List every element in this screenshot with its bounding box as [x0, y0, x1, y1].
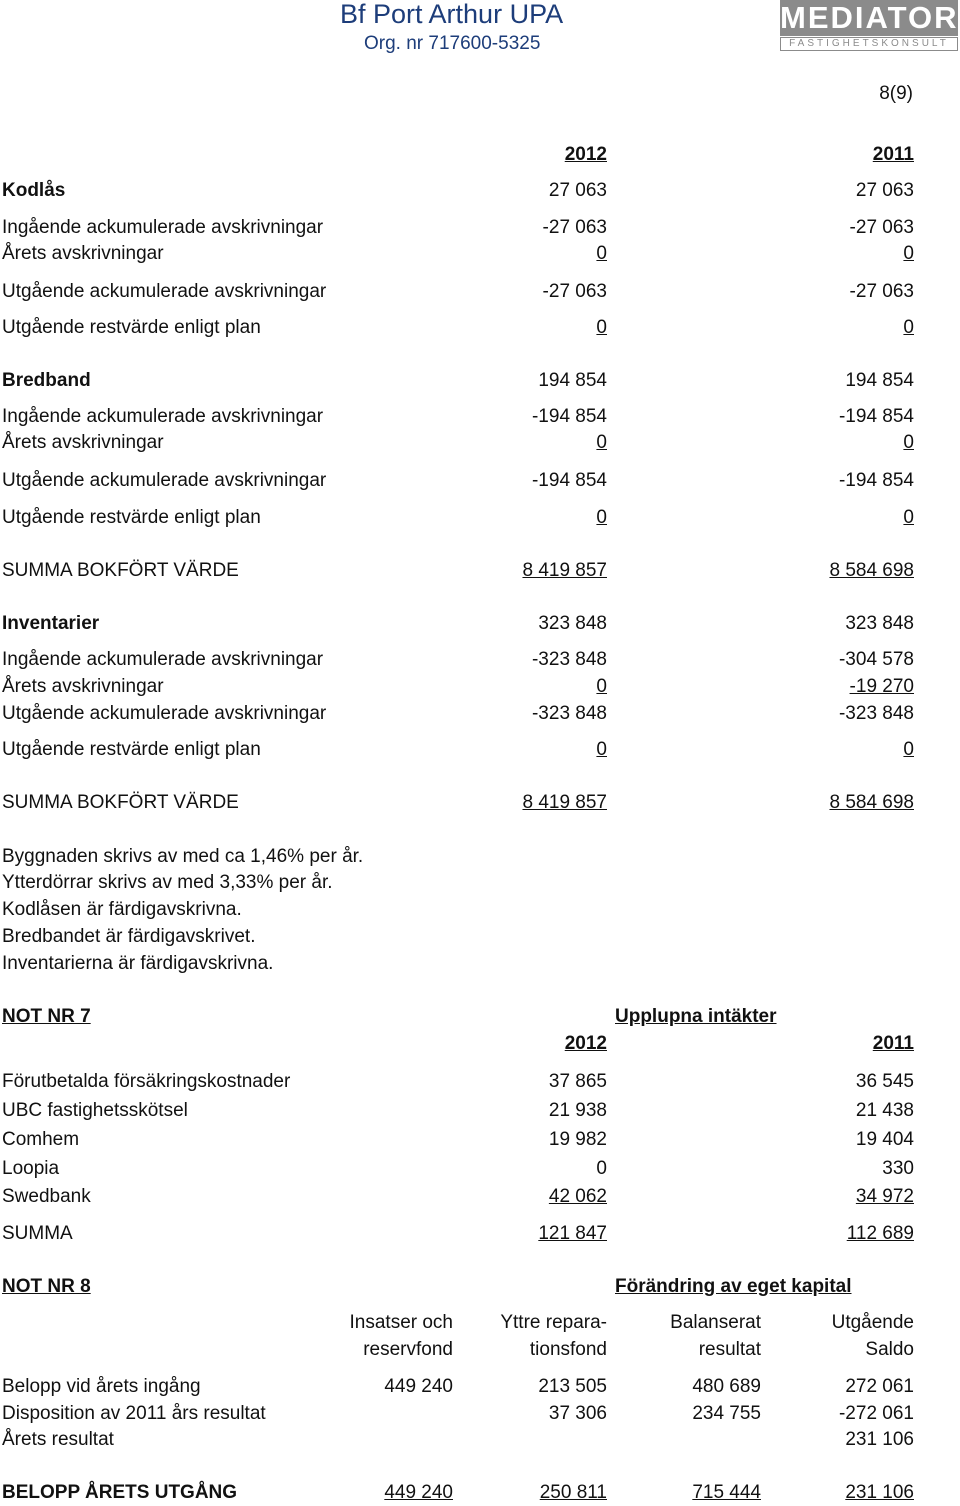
- note-line: Kodlåsen är färdigavskrivna.: [2, 899, 242, 920]
- row-label: Årets avskrivningar: [2, 432, 164, 453]
- value-2012: 0: [596, 432, 607, 453]
- inventarier-title-row: [0, 611, 960, 637]
- col-head-utgaende-2: Saldo: [865, 1339, 914, 1360]
- row-label: Utgående restvärde enligt plan: [2, 739, 261, 760]
- sum-2011: 8 584 698: [829, 792, 914, 813]
- value-2012: 19 982: [548, 1129, 607, 1150]
- note-line: Inventarierna är färdigavskrivna.: [2, 953, 274, 974]
- row-label: Utgående ackumulerade avskrivningar: [2, 281, 327, 302]
- section-title: Kodlås: [2, 180, 66, 201]
- value-2012: 42 062: [548, 1186, 607, 1207]
- value-2012: 37 865: [548, 1071, 607, 1092]
- col-head-utgaende: Utgående: [831, 1312, 914, 1333]
- table-row: [0, 215, 960, 241]
- bredband-title-row: [0, 368, 960, 394]
- logo-main-text: MEDIATOR: [780, 0, 959, 35]
- table-row: [0, 279, 960, 305]
- cell-balanserat: 480 689: [692, 1376, 761, 1397]
- table-row: [0, 674, 960, 700]
- row-label: Årets avskrivningar: [2, 243, 164, 264]
- row-label: Utgående restvärde enligt plan: [2, 317, 261, 338]
- value-2012: 0: [596, 507, 607, 528]
- row-label: Årets avskrivningar: [2, 676, 164, 697]
- value-2012: 0: [596, 739, 607, 760]
- row-label: Swedbank: [2, 1186, 91, 1207]
- total-row: [0, 1480, 960, 1506]
- row-label: Belopp vid årets ingång: [2, 1376, 201, 1397]
- note-title: Upplupna intäkter: [615, 1006, 777, 1027]
- total-balanserat: 715 444: [692, 1482, 761, 1503]
- value-2012: 0: [596, 317, 607, 338]
- value-2012: -27 063: [542, 217, 607, 238]
- value-2012: 0: [596, 243, 607, 264]
- cell-balanserat: 234 755: [692, 1403, 761, 1424]
- row-label: Ingående ackumulerade avskrivningar: [2, 217, 324, 238]
- value-2011: -304 578: [838, 649, 914, 670]
- value-2012: 0: [596, 1158, 607, 1179]
- row-label: Utgående ackumulerade avskrivningar: [2, 703, 327, 724]
- sum-label: SUMMA BOKFÖRT VÄRDE: [2, 792, 239, 813]
- value-2011: 0: [903, 317, 914, 338]
- section-title: Bredband: [2, 370, 91, 391]
- value-2012: 21 938: [548, 1100, 607, 1121]
- kodlas-title-row: [0, 178, 960, 204]
- row-label: Ingående ackumulerade avskrivningar: [2, 406, 324, 427]
- cell-utgaende: -272 061: [838, 1403, 914, 1424]
- total-label: BELOPP ÅRETS UTGÅNG: [2, 1482, 238, 1503]
- value-2011: 27 063: [855, 180, 914, 201]
- value-2011: 19 404: [855, 1129, 914, 1150]
- sum-label: SUMMA BOKFÖRT VÄRDE: [2, 560, 239, 581]
- value-2012: 0: [596, 676, 607, 697]
- table-row: [0, 315, 960, 341]
- year-2011: 2011: [872, 144, 914, 165]
- table-row: [0, 468, 960, 494]
- value-2011: -27 063: [849, 217, 914, 238]
- total-insatser: 449 240: [384, 1482, 453, 1503]
- value-2012: 194 854: [538, 370, 607, 391]
- sum-2011: 8 584 698: [829, 560, 914, 581]
- cell-yttre: 213 505: [538, 1376, 607, 1397]
- sum-row: [0, 1221, 960, 1247]
- sum-label: SUMMA: [2, 1223, 73, 1244]
- row-label: Ingående ackumulerade avskrivningar: [2, 649, 324, 670]
- year-2012: 2012: [564, 144, 607, 165]
- value-2011: 21 438: [855, 1100, 914, 1121]
- value-2011: 330: [882, 1158, 914, 1179]
- table-row: [0, 1098, 960, 1124]
- value-2011: -19 270: [849, 676, 914, 697]
- page-number: 8(9): [879, 83, 913, 104]
- value-2011: 0: [903, 243, 914, 264]
- year-2012: 2012: [564, 1033, 607, 1054]
- note-line: Bredbandet är färdigavskrivet.: [2, 926, 256, 947]
- value-2011: -194 854: [838, 470, 914, 491]
- cell-utgaende: 272 061: [845, 1376, 914, 1397]
- table-row: [0, 737, 960, 763]
- value-2012: -194 854: [531, 470, 607, 491]
- value-2012: -323 848: [531, 649, 607, 670]
- not7-header: [0, 1004, 960, 1030]
- row-label: Disposition av 2011 års resultat: [2, 1403, 266, 1424]
- col-head-insatser: Insatser och: [349, 1312, 453, 1333]
- table-row: [0, 1127, 960, 1153]
- value-2011: 0: [903, 432, 914, 453]
- value-2011: 36 545: [855, 1071, 914, 1092]
- note-title: Förändring av eget kapital: [615, 1276, 852, 1297]
- year-header-row: [0, 142, 960, 168]
- row-label: Förutbetalda försäkringskostnader: [2, 1071, 291, 1092]
- col-head-yttre-2: tionsfond: [529, 1339, 607, 1360]
- table-row: [0, 701, 960, 727]
- not7-year-row: [0, 1031, 960, 1057]
- value-2012: 27 063: [548, 180, 607, 201]
- sum-row: [0, 790, 960, 816]
- row-label: Årets resultat: [2, 1429, 114, 1450]
- cell-insatser: 449 240: [384, 1376, 453, 1397]
- row-label: UBC fastighetsskötsel: [2, 1100, 188, 1121]
- not8-header: [0, 1274, 960, 1300]
- row-label: Utgående restvärde enligt plan: [2, 507, 261, 528]
- row-label: Comhem: [2, 1129, 80, 1150]
- table-row: [0, 241, 960, 267]
- table-row: [0, 1427, 960, 1453]
- sum-2012: 8 419 857: [522, 792, 607, 813]
- table-row: [0, 430, 960, 456]
- table-row: [0, 1374, 960, 1400]
- sum-row: [0, 558, 960, 584]
- sum-2012: 121 847: [538, 1223, 607, 1244]
- logo-sub-text: FASTIGHETSKONSULT: [780, 37, 958, 51]
- table-row: [0, 1184, 960, 1210]
- table-row: [0, 1069, 960, 1095]
- sum-2012: 8 419 857: [522, 560, 607, 581]
- section-title: Inventarier: [2, 613, 100, 634]
- table-row: [0, 1156, 960, 1182]
- table-row: [0, 505, 960, 531]
- col-head-yttre: Yttre repara-: [500, 1312, 607, 1333]
- year-2011: 2011: [872, 1033, 914, 1054]
- col-head-insatser-2: reservfond: [363, 1339, 453, 1360]
- col-head-balanserat: Balanserat: [670, 1312, 761, 1333]
- company-name: Bf Port Arthur UPA: [340, 0, 564, 29]
- note-line: Byggnaden skrivs av med ca 1,46% per år.: [2, 846, 364, 867]
- value-2011: 0: [903, 739, 914, 760]
- value-2011: -27 063: [849, 281, 914, 302]
- value-2012: -27 063: [542, 281, 607, 302]
- value-2011: 323 848: [845, 613, 914, 634]
- total-yttre: 250 811: [539, 1482, 607, 1503]
- table-row: [0, 404, 960, 430]
- mediator-logo: [780, 0, 960, 52]
- row-label: Utgående ackumulerade avskrivningar: [2, 470, 327, 491]
- table-row: [0, 647, 960, 673]
- value-2011: 0: [903, 507, 914, 528]
- value-2011: 34 972: [855, 1186, 914, 1207]
- value-2012: -194 854: [531, 406, 607, 427]
- cell-yttre: 37 306: [548, 1403, 607, 1424]
- value-2012: 323 848: [538, 613, 607, 634]
- row-label: Loopia: [2, 1158, 60, 1179]
- table-row: [0, 1401, 960, 1427]
- value-2011: -323 848: [838, 703, 914, 724]
- note-line: Ytterdörrar skrivs av med 3,33% per år.: [2, 872, 333, 893]
- org-number: Org. nr 717600-5325: [364, 33, 541, 54]
- col-head-balanserat-2: resultat: [698, 1339, 761, 1360]
- note-number: NOT NR 7: [2, 1006, 91, 1027]
- sum-2011: 112 689: [846, 1223, 914, 1244]
- value-2012: -323 848: [531, 703, 607, 724]
- note-number: NOT NR 8: [2, 1276, 91, 1297]
- cell-utgaende: 231 106: [845, 1429, 914, 1450]
- value-2011: -194 854: [838, 406, 914, 427]
- total-utgaende: 231 106: [845, 1482, 914, 1503]
- value-2011: 194 854: [845, 370, 914, 391]
